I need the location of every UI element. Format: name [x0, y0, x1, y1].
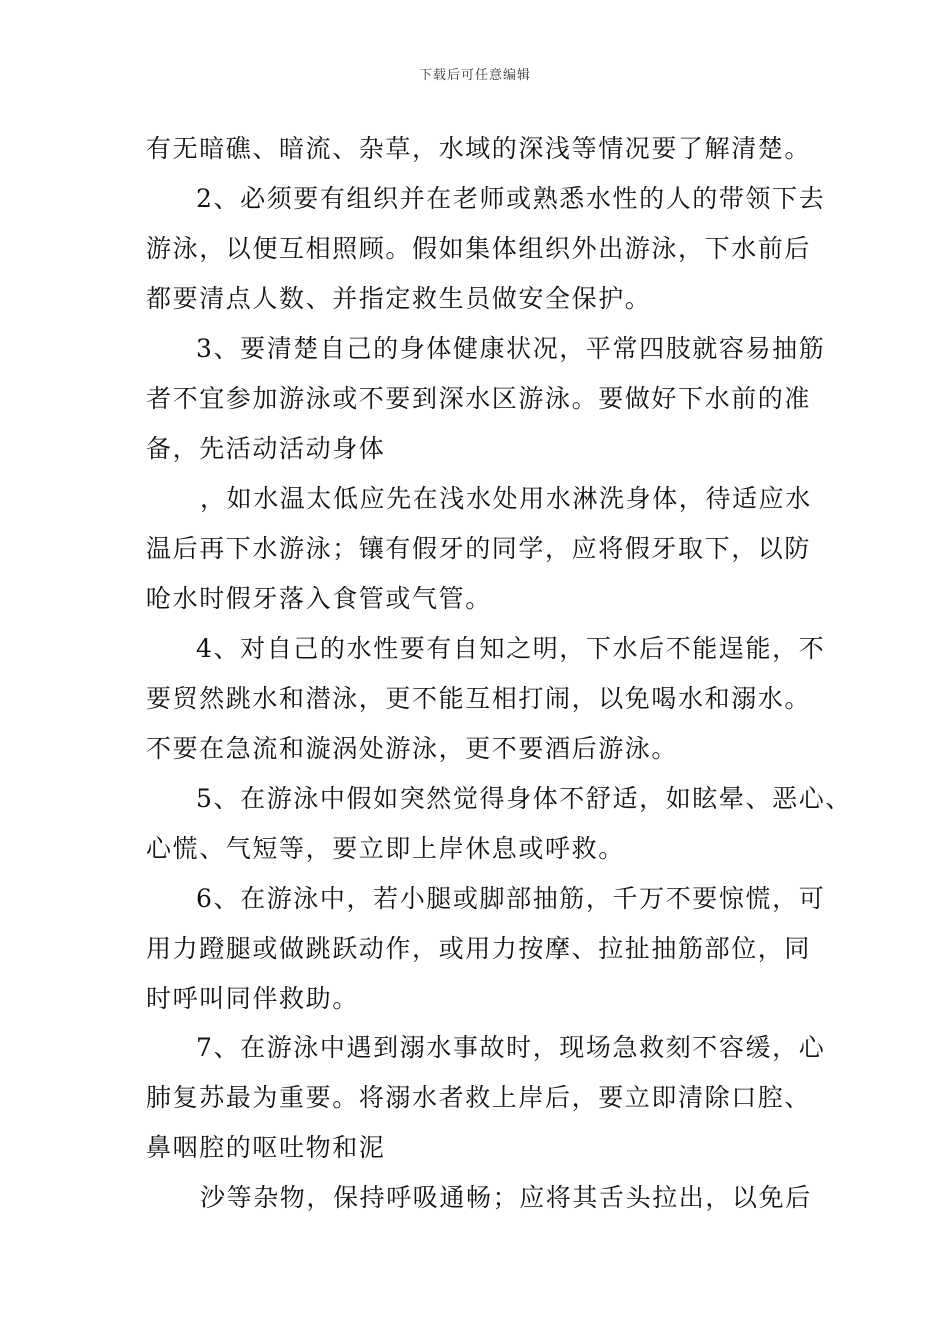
text-line: 3、要清楚自己的身体健康状况，平常四肢就容易抽筋	[196, 334, 826, 363]
text-line: 2、必须要有组织并在老师或熟悉水性的人的带领下去	[196, 184, 826, 213]
text-line: 时呼叫同伴救助。	[146, 984, 359, 1013]
text-line: 游泳，以便互相照顾。假如集体组织外出游泳，下水前后	[146, 234, 812, 263]
page-header: 下载后可任意编辑	[418, 68, 531, 83]
text-line: 心慌、气短等，要立即上岸休息或呼救。	[146, 834, 625, 863]
text-line: ，如水温太低应先在浅水处用水淋洗身体，待适应水	[200, 484, 812, 513]
text-line: 都要清点人数、并指定救生员做安全保护。	[146, 284, 652, 313]
text-line: 5、在游泳中假如突然觉得身体不舒适，如眩晕、恶心、	[196, 784, 852, 813]
text-line: 6、在游泳中，若小腿或脚部抽筋，千万不要惊慌，可	[196, 884, 826, 913]
text-line: 者不宜参加游泳或不要到深水区游泳。要做好下水前的准	[146, 384, 812, 413]
text-line: 沙等杂物，保持呼吸通畅；应将其舌头拉出，以免后	[200, 1183, 812, 1212]
text-line: 4、对自己的水性要有自知之明，下水后不能逞能，不	[196, 634, 826, 663]
text-line: 备，先活动活动身体	[146, 434, 386, 463]
text-line: 要贸然跳水和潜泳，更不能互相打闹，以免喝水和溺水。	[146, 684, 812, 713]
text-line: 肺复苏最为重要。将溺水者救上岸后，要立即清除口腔、	[146, 1083, 812, 1112]
text-line: 不要在急流和漩涡处游泳，更不要酒后游泳。	[146, 734, 679, 763]
text-line: 鼻咽腔的呕吐物和泥	[146, 1133, 386, 1162]
text-line: 用力蹬腿或做跳跃动作，或用力按摩、拉扯抽筋部位，同	[146, 934, 812, 963]
text-line: 7、在游泳中遇到溺水事故时，现场急救刻不容缓，心	[196, 1033, 826, 1062]
text-line: 温后再下水游泳；镶有假牙的同学，应将假牙取下，以防	[146, 534, 812, 563]
text-line: 有无暗礁、暗流、杂草，水域的深浅等情况要了解清楚。	[146, 134, 812, 163]
text-line: 呛水时假牙落入食管或气管。	[146, 584, 492, 613]
